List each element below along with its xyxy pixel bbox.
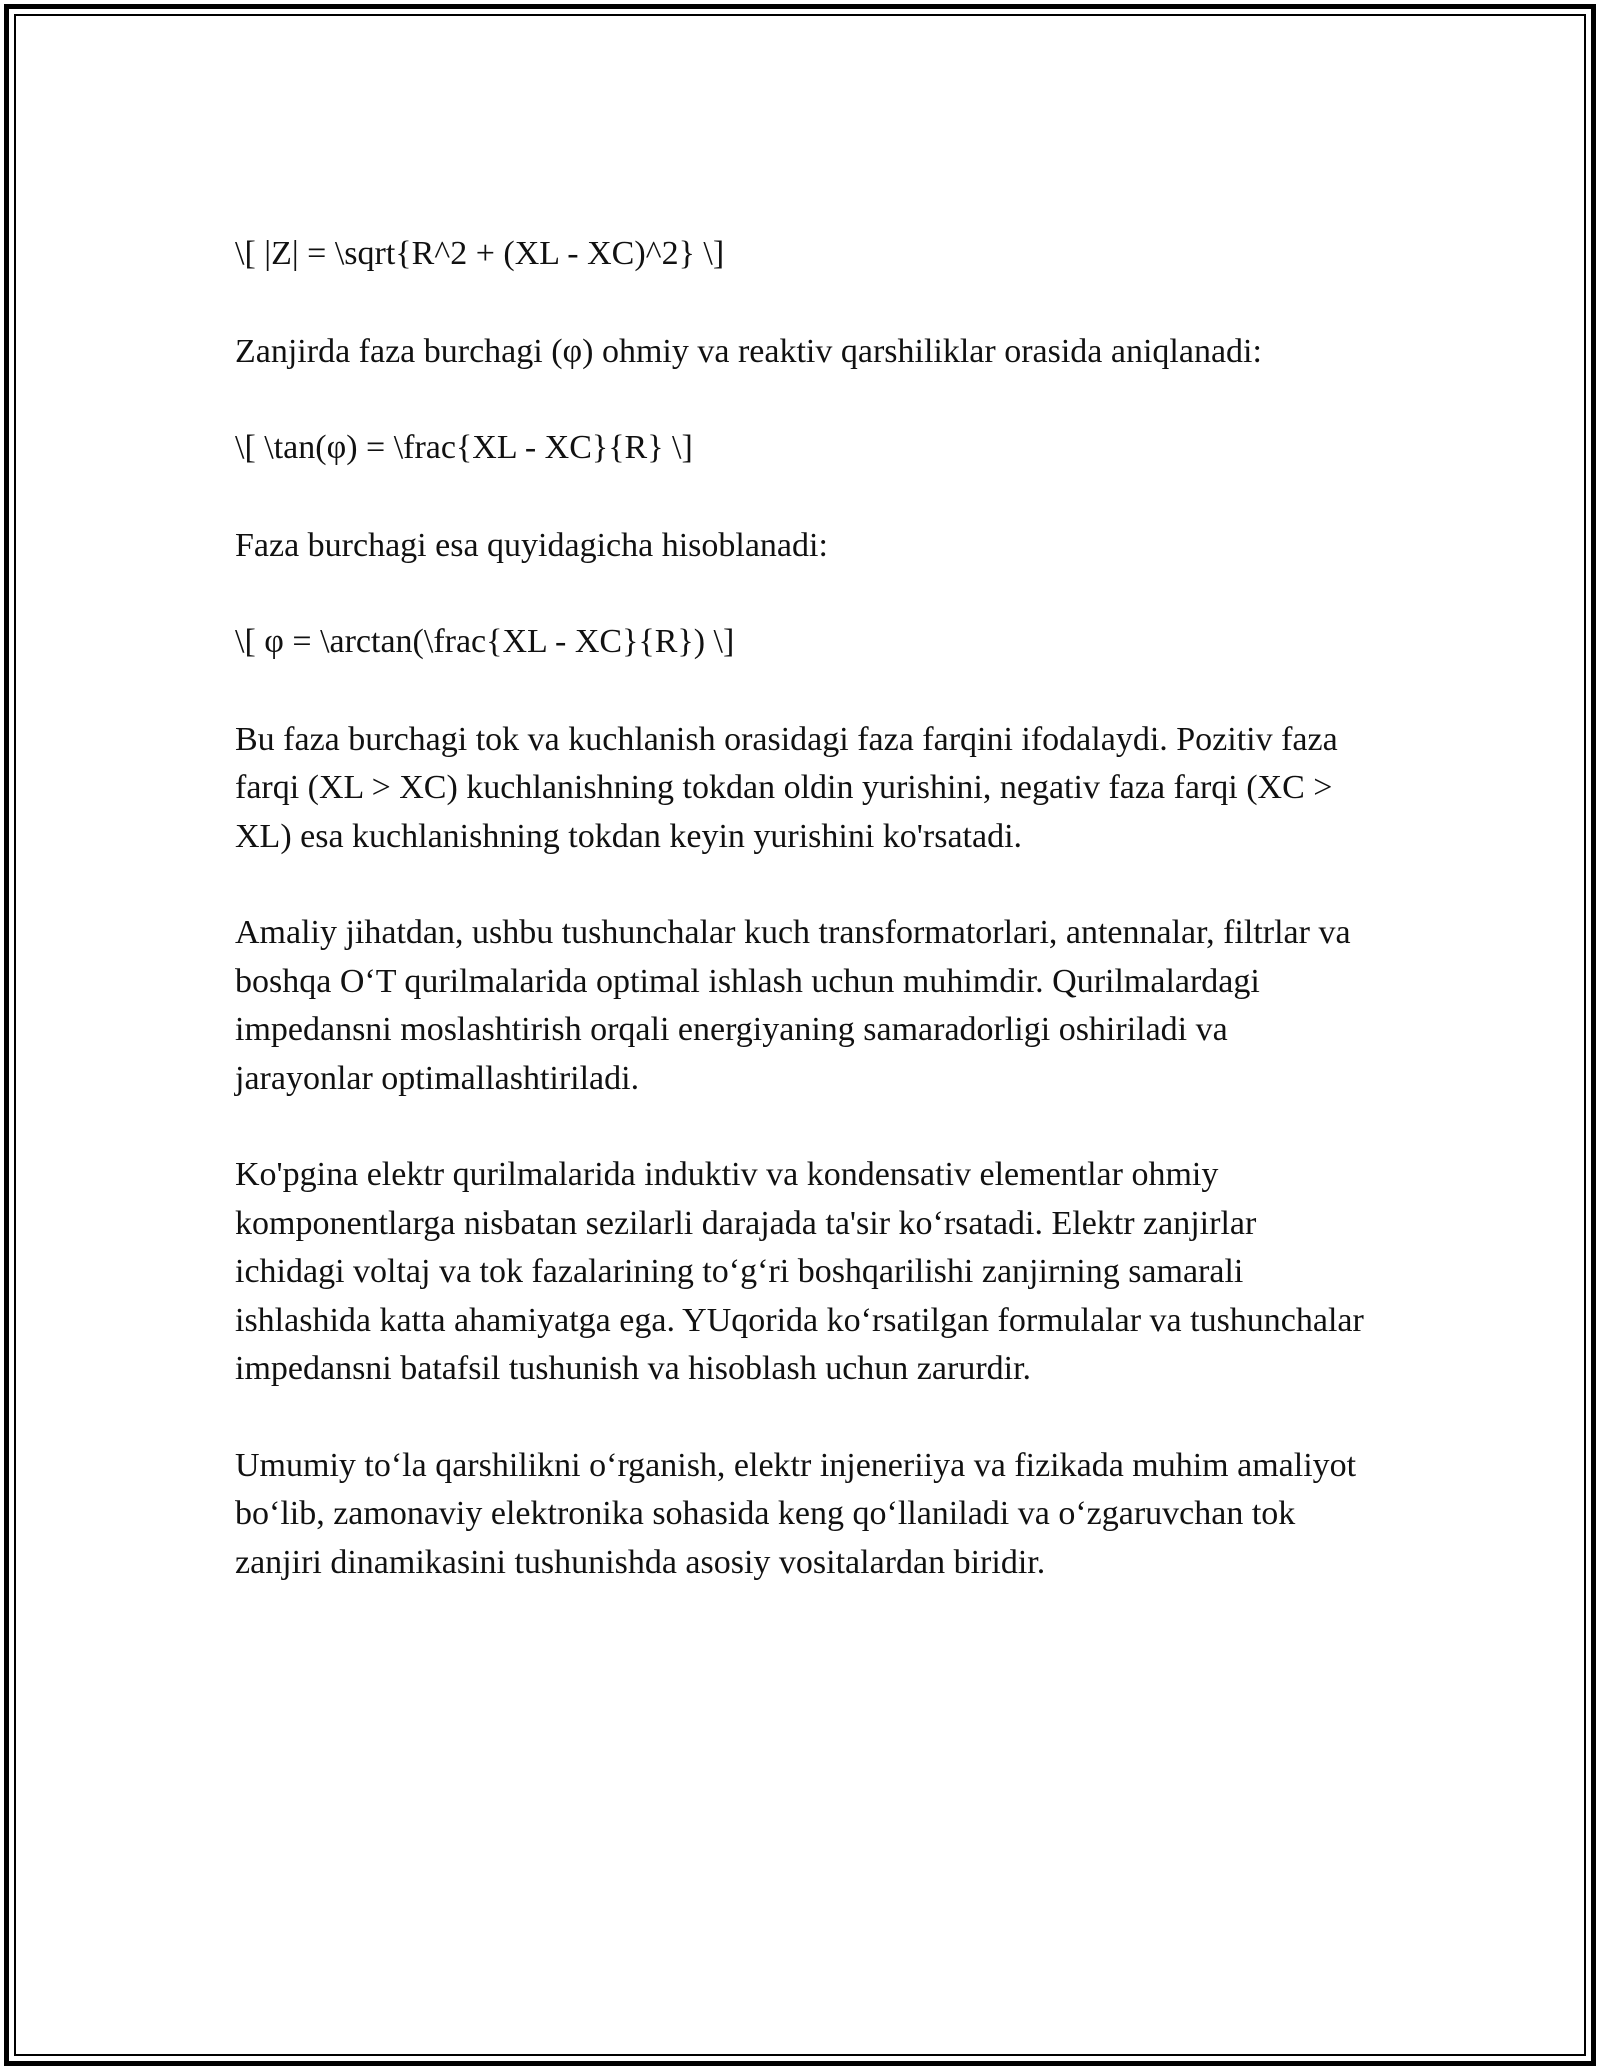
document-body: [235, 230, 1365, 1635]
paragraph-conclusion: Umumiy to‘la qarshilikni o‘rganish, elektr injeneriiya va fizikada muhim amaliyot bo‘lib, zamonaviy elektronika sohasida keng qo‘llaniladi va o‘zgaruvchan tok zanjiri dinamikasini tushunishda asosiy vositalardan biridir.: [235, 1446, 1357, 1581]
formula-tan-phase: \[ \tan(φ) = \frac{XL - XC}{R} \]: [235, 429, 693, 466]
paragraph-practical-applications: Amaliy jihatdan, ushbu tushunchalar kuch transformatorlari, antennalar, filtrlar va boshqa O‘T qurilmalarida optimal ishlash uchun muhimdir. Qurilmalardagi impedansni moslashtirish orqali energiyaning samaradorligi oshiriladi va jarayonlar optimallashtiriladi.: [235, 914, 1351, 1097]
paragraph-phase-angle-calc: Faza burchagi esa quyidagicha hisoblanadi:: [235, 526, 828, 564]
paragraph-inductive-capacitive: Ko'pgina elektr qurilmalarida induktiv va kondensativ elementlar ohmiy komponentlarga nisbatan sezilarli darajada ta'sir ko‘rsatadi. Elektr zanjirlar ichidagi voltaj va tok fazalarining to‘g‘ri boshqarilishi zanjirning samarali ishlashida katta ahamiyatga ega. YUqorida ko‘rsatilgan formulalar va tushunchalar impedansni batafsil tushunish va hisoblash uchun zarurdir.: [235, 1156, 1364, 1387]
formula-impedance-magnitude: \[ |Z| = \sqrt{R^2 + (XL - XC)^2} \]: [235, 235, 725, 272]
paragraph-phase-difference: Bu faza burchagi tok va kuchlanish orasidagi faza farqini ifodalaydi. Pozitiv faza farqi (XL > XC) kuchlanishning tokdan oldin yurishini, negativ faza farqi (XC > XL) esa kuchlanishning tokdan keyin yurishini ko'rsatadi.: [235, 720, 1338, 855]
paragraph-phase-angle-intro: Zanjirda faza burchagi (φ) ohmiy va reaktiv qarshiliklar orasida aniqlanadi:: [235, 332, 1262, 370]
formula-arctan-phase: \[ φ = \arctan(\frac{XL - XC}{R}) \]: [235, 623, 735, 660]
